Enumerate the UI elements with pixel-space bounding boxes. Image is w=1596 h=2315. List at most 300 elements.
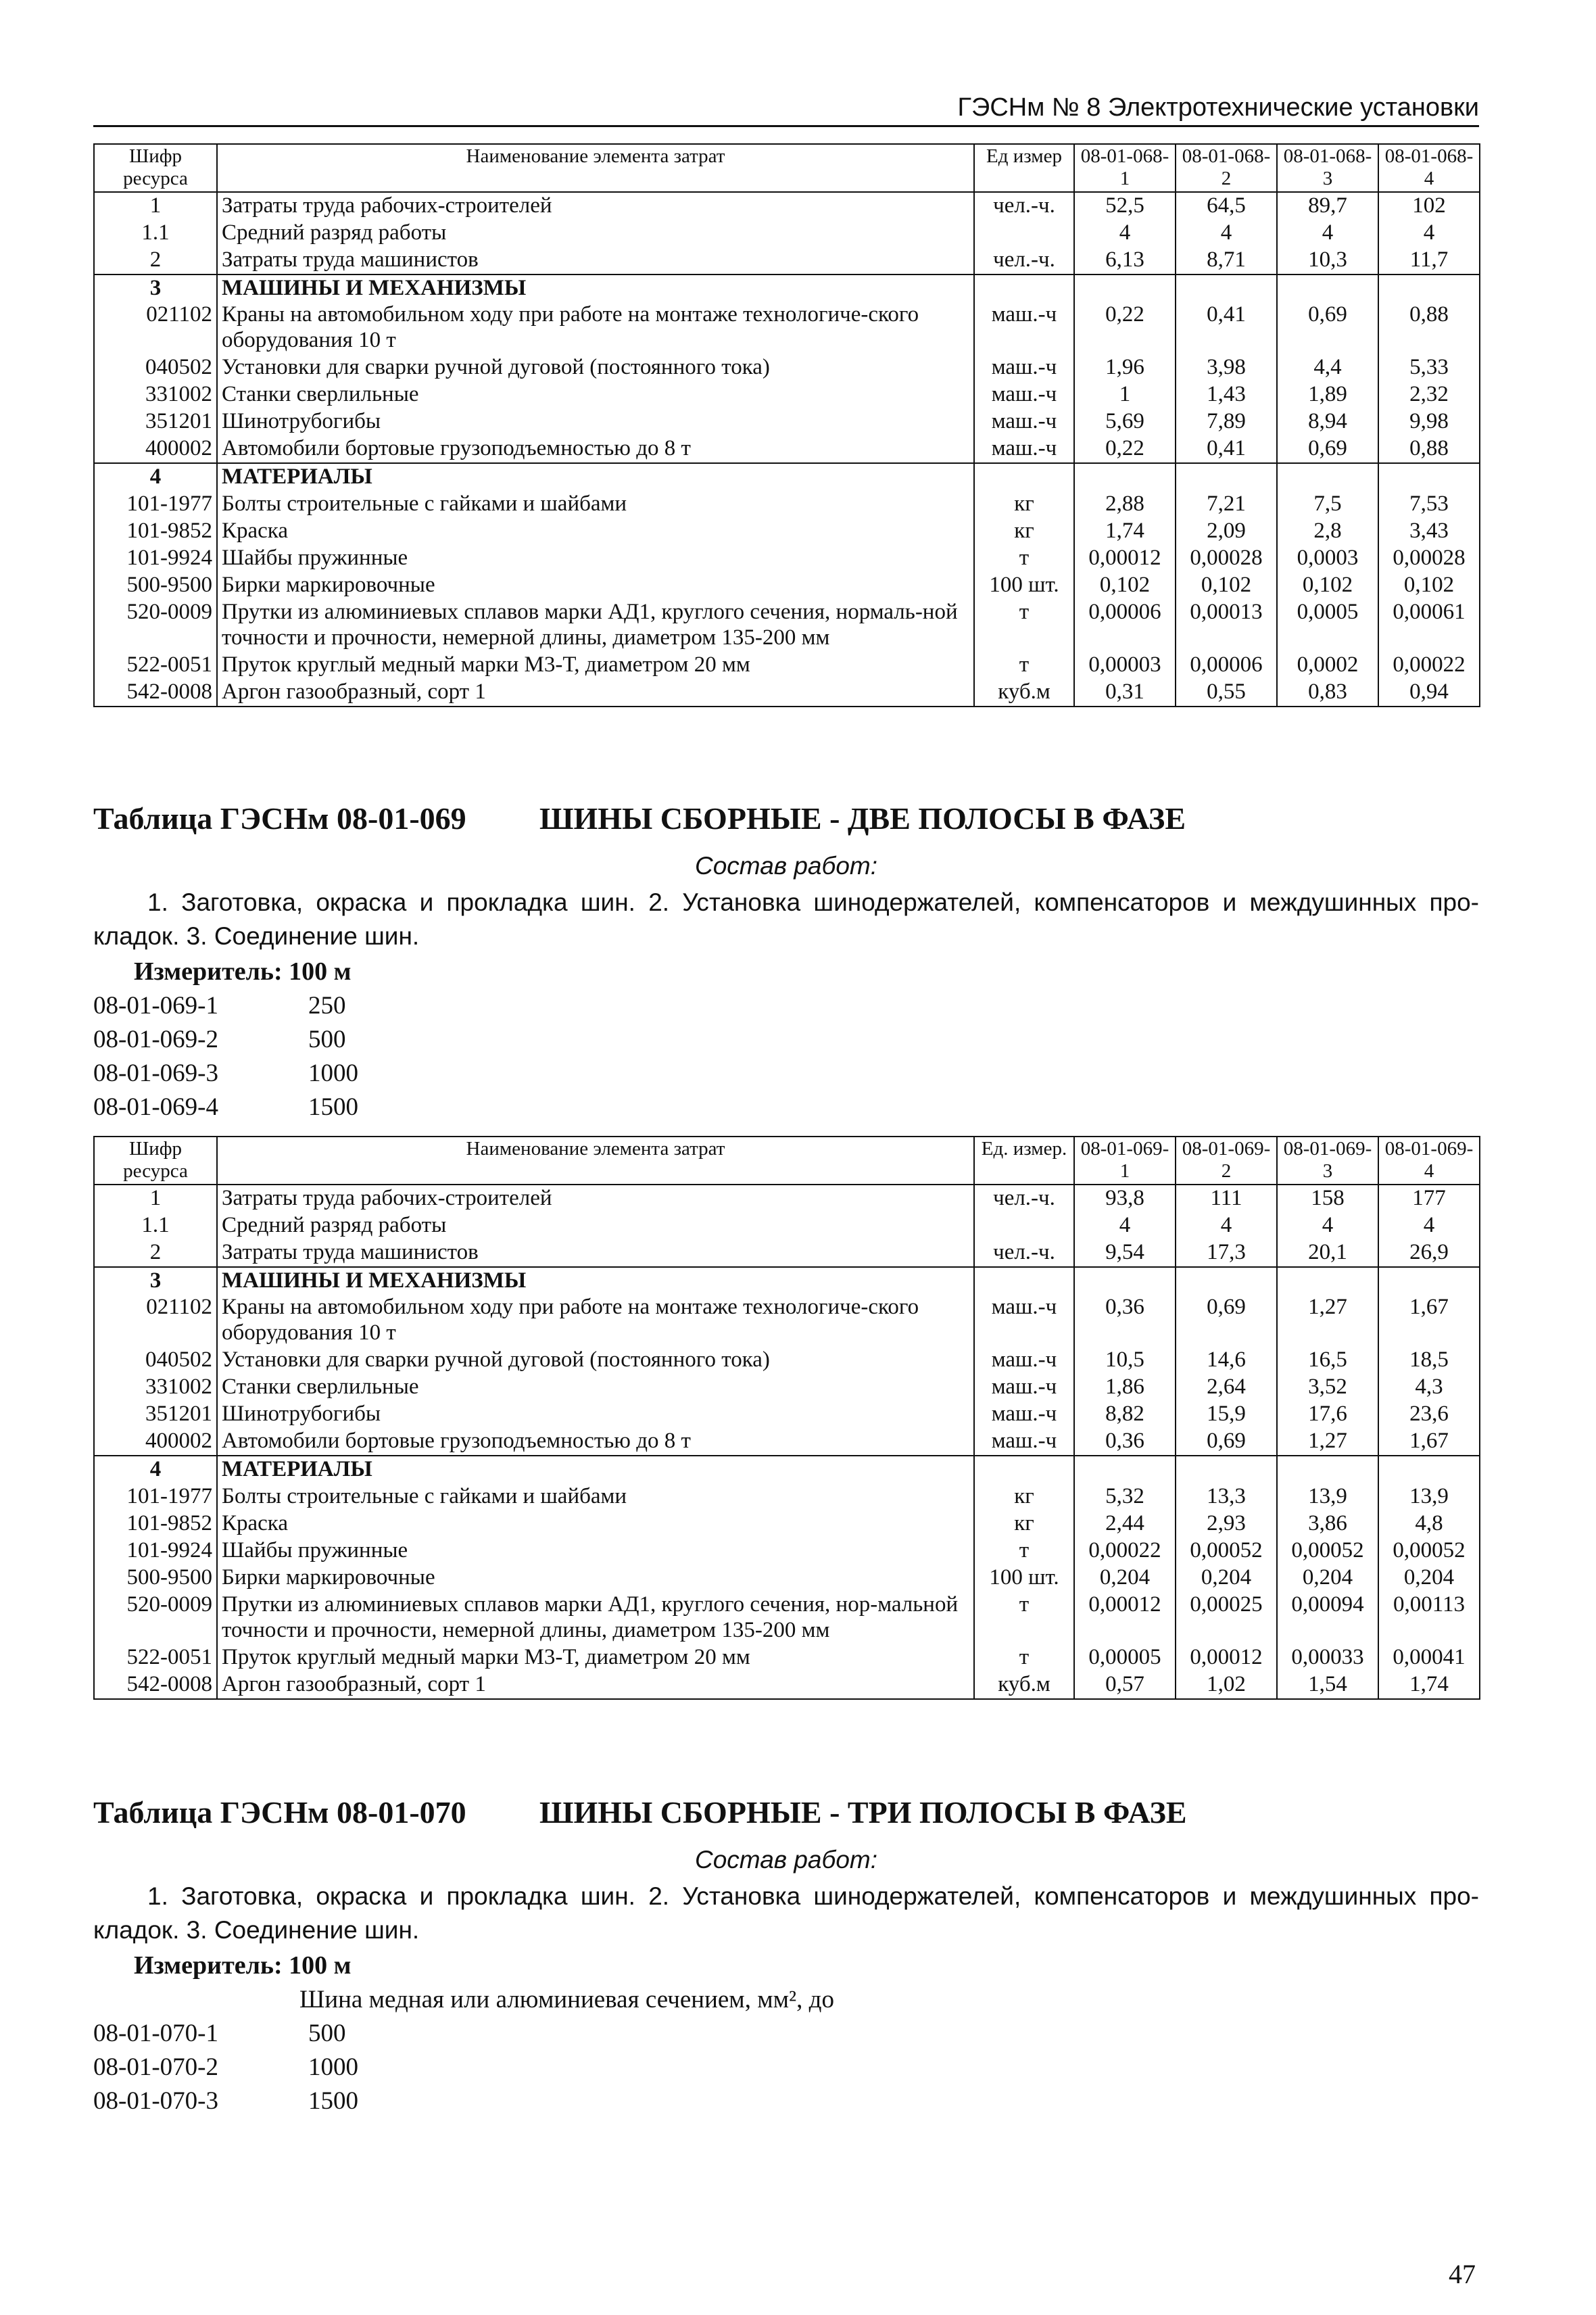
- resource-value: 2,44: [1074, 1510, 1176, 1537]
- resource-value: 7,89: [1176, 408, 1277, 435]
- resource-table-069: [93, 1136, 1480, 1700]
- resource-value: 0,69: [1176, 1428, 1277, 1456]
- resource-value: 8,82: [1074, 1401, 1176, 1428]
- resource-code: 331002: [94, 381, 217, 408]
- resource-value: 2,09: [1176, 518, 1277, 545]
- resource-unit: т: [974, 1537, 1074, 1565]
- table-row: [94, 1510, 1480, 1537]
- resource-value: 0,31: [1074, 679, 1176, 707]
- resource-unit: маш.-ч: [974, 435, 1074, 463]
- resource-code: 101-9852: [94, 1510, 217, 1537]
- resource-name: Бирки маркировочные: [217, 1565, 974, 1592]
- table-row: [94, 572, 1480, 599]
- resource-code: 1.1: [94, 1212, 217, 1239]
- resource-value: 14,6: [1176, 1347, 1277, 1374]
- resource-unit: кг: [974, 1510, 1074, 1537]
- resource-value: 4,3: [1378, 1374, 1480, 1401]
- resource-value: 177: [1378, 1185, 1480, 1212]
- resource-value: 1,67: [1378, 1428, 1480, 1456]
- resource-name: Болты строительные с гайками и шайбами: [217, 491, 974, 518]
- resource-value: 1,86: [1074, 1374, 1176, 1401]
- resource-name: Затраты труда машинистов: [217, 247, 974, 275]
- resource-name: Шинотрубогибы: [217, 1401, 974, 1428]
- resource-code: 1.1: [94, 220, 217, 247]
- resource-value: 0,69: [1176, 1294, 1277, 1347]
- page-number: 47: [1449, 2259, 1476, 2289]
- table-row: [94, 1239, 1480, 1267]
- resource-value: 0,204: [1277, 1565, 1378, 1592]
- resource-value: 0,0003: [1277, 545, 1378, 572]
- resource-value: 23,6: [1378, 1401, 1480, 1428]
- resource-value: 4: [1277, 220, 1378, 247]
- table-row: [94, 652, 1480, 679]
- resource-code: 040502: [94, 1347, 217, 1374]
- resource-unit: т: [974, 599, 1074, 652]
- resource-value: [1277, 1456, 1378, 1483]
- resource-value: 1,27: [1277, 1294, 1378, 1347]
- col-header-name: Наименование элемента затрат: [217, 1137, 974, 1185]
- resource-name: МАТЕРИАЛЫ: [217, 463, 974, 491]
- resource-name: Шинотрубогибы: [217, 408, 974, 435]
- works-text: 1. Заготовка, окраска и прокладка шин. 2. Установка шинодержателей, компенсаторов и междушинных про-кладок. 3. Соединение шин.: [93, 1882, 1479, 1944]
- resource-value: 9,98: [1378, 408, 1480, 435]
- measure-unit: Измеритель: 100 м: [134, 957, 352, 986]
- resource-unit: 100 шт.: [974, 1565, 1074, 1592]
- resource-unit: чел.-ч.: [974, 247, 1074, 275]
- resource-value: 5,69: [1074, 408, 1176, 435]
- resource-value: 4: [1277, 1212, 1378, 1239]
- resource-value: 1,74: [1074, 518, 1176, 545]
- col-header-068-3: 08-01-068-3: [1277, 144, 1378, 192]
- table-row: [94, 679, 1480, 707]
- resource-name: Автомобили бортовые грузоподъемностью до 8 т: [217, 435, 974, 463]
- resource-value: 7,5: [1277, 491, 1378, 518]
- resource-value: 0,00013: [1176, 599, 1277, 652]
- resource-code: 522-0051: [94, 652, 217, 679]
- col-header-068-2: 08-01-068-2: [1176, 144, 1277, 192]
- resource-value: 4: [1176, 220, 1277, 247]
- table-row: [94, 435, 1480, 463]
- col-header-code: Шифр ресурса: [94, 144, 217, 192]
- resource-value: 0,102: [1176, 572, 1277, 599]
- norm-code: 08-01-069-3: [93, 1059, 218, 1088]
- list-item: [93, 2051, 1479, 2084]
- table-row: [94, 275, 1480, 302]
- resource-unit: чел.-ч.: [974, 1185, 1074, 1212]
- resource-value: 13,9: [1277, 1483, 1378, 1510]
- resource-unit: чел.-ч.: [974, 192, 1074, 220]
- resource-value: 3,98: [1176, 354, 1277, 381]
- resource-value: 4: [1176, 1212, 1277, 1239]
- table-row: [94, 1185, 1480, 1212]
- resource-unit: маш.-ч: [974, 381, 1074, 408]
- table-row: [94, 1347, 1480, 1374]
- resource-name: Пруток круглый медный марки М3-Т, диаметром 20 мм: [217, 652, 974, 679]
- resource-unit: [974, 220, 1074, 247]
- norm-value: 500: [308, 2020, 346, 2048]
- resource-value: 1,67: [1378, 1294, 1480, 1347]
- resource-name: Установки для сварки ручной дуговой (постоянного тока): [217, 354, 974, 381]
- resource-code: 101-1977: [94, 491, 217, 518]
- resource-code: 1: [94, 192, 217, 220]
- resource-value: 4: [1378, 220, 1480, 247]
- resource-unit: чел.-ч.: [974, 1239, 1074, 1267]
- resource-value: 0,36: [1074, 1294, 1176, 1347]
- table-title: ШИНЫ СБОРНЫЕ - ДВЕ ПОЛОСЫ В ФАЗЕ: [539, 801, 1186, 836]
- norm-code: 08-01-070-2: [93, 2053, 218, 2082]
- resource-code: 040502: [94, 354, 217, 381]
- resource-value: 0,00012: [1074, 1592, 1176, 1644]
- resource-value: 0,00005: [1074, 1644, 1176, 1671]
- resource-value: 0,22: [1074, 435, 1176, 463]
- resource-name: Станки сверлильные: [217, 1374, 974, 1401]
- resource-unit: маш.-ч: [974, 302, 1074, 354]
- resource-name: Пруток круглый медный марки М3-Т, диаметром 20 мм: [217, 1644, 974, 1671]
- table-row: [94, 381, 1480, 408]
- resource-code: 522-0051: [94, 1644, 217, 1671]
- norm-code: 08-01-069-4: [93, 1093, 218, 1122]
- resource-code: 500-9500: [94, 572, 217, 599]
- resource-value: 7,21: [1176, 491, 1277, 518]
- resource-value: 17,3: [1176, 1239, 1277, 1267]
- resource-code: 542-0008: [94, 1671, 217, 1699]
- table-code: Таблица ГЭСНм 08-01-070: [93, 1795, 466, 1830]
- resource-code: 3: [94, 275, 217, 302]
- resource-unit: куб.м: [974, 679, 1074, 707]
- resource-code: 331002: [94, 1374, 217, 1401]
- resource-value: [1378, 463, 1480, 491]
- resource-value: 0,00113: [1378, 1592, 1480, 1644]
- resource-unit: т: [974, 1592, 1074, 1644]
- resource-code: 101-9924: [94, 545, 217, 572]
- resource-unit: [974, 463, 1074, 491]
- section-title: [93, 798, 1479, 840]
- works-text: 1. Заготовка, окраска и прокладка шин. 2. Установка шинодержателей, компенсаторов и междушинных про-кладок. 3. Соединение шин.: [93, 888, 1479, 950]
- resource-name: Шайбы пружинные: [217, 545, 974, 572]
- resource-value: 89,7: [1277, 192, 1378, 220]
- resource-code: 021102: [94, 1294, 217, 1347]
- resource-unit: маш.-ч: [974, 408, 1074, 435]
- resource-value: 0,41: [1176, 435, 1277, 463]
- resource-name: Аргон газообразный, сорт 1: [217, 679, 974, 707]
- resource-value: 1,43: [1176, 381, 1277, 408]
- resource-value: 111: [1176, 1185, 1277, 1212]
- resource-value: 0,00061: [1378, 599, 1480, 652]
- resource-name: Установки для сварки ручной дуговой (постоянного тока): [217, 1347, 974, 1374]
- table-row: [94, 1483, 1480, 1510]
- table-row: [94, 1267, 1480, 1295]
- resource-value: [1176, 1267, 1277, 1295]
- resource-value: [1277, 463, 1378, 491]
- section-08-01-070: [93, 1792, 1479, 2118]
- resource-name: Аргон газообразный, сорт 1: [217, 1671, 974, 1699]
- resource-value: 0,102: [1378, 572, 1480, 599]
- resource-unit: кг: [974, 1483, 1074, 1510]
- resource-unit: маш.-ч: [974, 1374, 1074, 1401]
- resource-value: [1378, 1267, 1480, 1295]
- norm-code: 08-01-069-1: [93, 992, 218, 1020]
- resource-value: [1176, 1456, 1277, 1483]
- resource-code: 3: [94, 1267, 217, 1295]
- resource-value: 8,94: [1277, 408, 1378, 435]
- resource-code: 542-0008: [94, 679, 217, 707]
- norm-code: 08-01-070-1: [93, 2020, 218, 2048]
- list-item: [93, 1023, 1479, 1057]
- resource-code: 021102: [94, 302, 217, 354]
- table-row: [94, 1456, 1480, 1483]
- resource-value: 0,00022: [1074, 1537, 1176, 1565]
- resource-value: [1176, 275, 1277, 302]
- resource-value: 3,52: [1277, 1374, 1378, 1401]
- norm-value: 1000: [308, 2053, 358, 2082]
- resource-value: 0,102: [1074, 572, 1176, 599]
- resource-name: Станки сверлильные: [217, 381, 974, 408]
- resource-value: 16,5: [1277, 1347, 1378, 1374]
- resource-code: 2: [94, 1239, 217, 1267]
- resource-name: Автомобили бортовые грузоподъемностью до 8 т: [217, 1428, 974, 1456]
- norm-value: 500: [308, 1026, 346, 1054]
- resource-value: 0,00094: [1277, 1592, 1378, 1644]
- norm-code: 08-01-069-2: [93, 1026, 218, 1054]
- norm-code: 08-01-070-3: [93, 2087, 218, 2116]
- resource-name: Затраты труда машинистов: [217, 1239, 974, 1267]
- resource-name: Краны на автомобильном ходу при работе на монтаже технологиче-ского оборудования 10 т: [217, 1294, 974, 1347]
- resource-value: [1378, 275, 1480, 302]
- resource-value: 17,6: [1277, 1401, 1378, 1428]
- resource-value: 0,00052: [1176, 1537, 1277, 1565]
- col-header-code: Шифр ресурса: [94, 1137, 217, 1185]
- table-row: [94, 1374, 1480, 1401]
- table-row: [94, 408, 1480, 435]
- resource-value: [1277, 275, 1378, 302]
- resource-value: 0,00041: [1378, 1644, 1480, 1671]
- resource-value: 2,88: [1074, 491, 1176, 518]
- col-header-069-2: 08-01-069-2: [1176, 1137, 1277, 1185]
- resource-name: Краска: [217, 518, 974, 545]
- resource-code: 520-0009: [94, 1592, 217, 1644]
- resource-value: 0,69: [1277, 435, 1378, 463]
- resource-value: 26,9: [1378, 1239, 1480, 1267]
- resource-value: 0,204: [1176, 1565, 1277, 1592]
- section-title: [93, 1792, 1479, 1834]
- norm-value: 1500: [308, 1093, 358, 1122]
- table-header-row: [94, 1137, 1480, 1185]
- section-note: Шина медная или алюминиевая сечением, мм², до: [299, 1986, 834, 2014]
- table-title: ШИНЫ СБОРНЫЕ - ТРИ ПОЛОСЫ В ФАЗЕ: [539, 1795, 1187, 1830]
- resource-value: [1074, 275, 1176, 302]
- resource-unit: [974, 1456, 1074, 1483]
- table-row: [94, 354, 1480, 381]
- resource-value: 0,0005: [1277, 599, 1378, 652]
- col-header-unit: Ед измер: [974, 144, 1074, 192]
- resource-value: 0,00022: [1378, 652, 1480, 679]
- col-header-069-3: 08-01-069-3: [1277, 1137, 1378, 1185]
- col-header-069-1: 08-01-069-1: [1074, 1137, 1176, 1185]
- resource-value: 1,27: [1277, 1428, 1378, 1456]
- resource-value: 0,88: [1378, 435, 1480, 463]
- resource-value: 0,00025: [1176, 1592, 1277, 1644]
- resource-value: 2,93: [1176, 1510, 1277, 1537]
- resource-code: 500-9500: [94, 1565, 217, 1592]
- table-row: [94, 302, 1480, 354]
- resource-value: 8,71: [1176, 247, 1277, 275]
- resource-value: 4: [1378, 1212, 1480, 1239]
- table-row: [94, 1294, 1480, 1347]
- list-item: [93, 1091, 1479, 1124]
- resource-unit: [974, 1267, 1074, 1295]
- table-row: [94, 545, 1480, 572]
- resource-value: 1,89: [1277, 381, 1378, 408]
- table-row: [94, 1565, 1480, 1592]
- resource-value: [1074, 1456, 1176, 1483]
- resource-value: 18,5: [1378, 1347, 1480, 1374]
- resource-value: 0,0002: [1277, 652, 1378, 679]
- col-header-068-4: 08-01-068-4: [1378, 144, 1480, 192]
- norm-list: [93, 989, 1479, 1124]
- resource-value: 52,5: [1074, 192, 1176, 220]
- resource-value: 0,00006: [1074, 599, 1176, 652]
- resource-value: 4: [1074, 1212, 1176, 1239]
- table-row: [94, 220, 1480, 247]
- resource-unit: маш.-ч: [974, 1294, 1074, 1347]
- resource-code: 400002: [94, 1428, 217, 1456]
- resource-unit: т: [974, 652, 1074, 679]
- table-row: [94, 518, 1480, 545]
- resource-name: МАШИНЫ И МЕХАНИЗМЫ: [217, 1267, 974, 1295]
- resource-code: 520-0009: [94, 599, 217, 652]
- resource-value: 0,69: [1277, 302, 1378, 354]
- resource-value: 93,8: [1074, 1185, 1176, 1212]
- resource-value: 0,83: [1277, 679, 1378, 707]
- resource-unit: маш.-ч: [974, 1347, 1074, 1374]
- resource-name: Средний разряд работы: [217, 1212, 974, 1239]
- resource-unit: [974, 1212, 1074, 1239]
- resource-value: 1,02: [1176, 1671, 1277, 1699]
- resource-unit: 100 шт.: [974, 572, 1074, 599]
- table-row: [94, 1537, 1480, 1565]
- resource-value: 4,8: [1378, 1510, 1480, 1537]
- resource-value: 5,33: [1378, 354, 1480, 381]
- resource-value: 1,74: [1378, 1671, 1480, 1699]
- resource-value: 13,9: [1378, 1483, 1480, 1510]
- resource-name: Прутки из алюминиевых сплавов марки АД1, круглого сечения, нор-мальной точности и прочности, немерной длины, диаметром 135-200 мм: [217, 1592, 974, 1644]
- table-row: [94, 1212, 1480, 1239]
- resource-unit: маш.-ч: [974, 354, 1074, 381]
- resource-value: 13,3: [1176, 1483, 1277, 1510]
- resource-value: 9,54: [1074, 1239, 1176, 1267]
- resource-value: 0,00003: [1074, 652, 1176, 679]
- resource-value: 1,54: [1277, 1671, 1378, 1699]
- resource-code: 351201: [94, 1401, 217, 1428]
- resource-value: 6,13: [1074, 247, 1176, 275]
- resource-value: 2,32: [1378, 381, 1480, 408]
- resource-unit: кг: [974, 491, 1074, 518]
- resource-name: Болты строительные с гайками и шайбами: [217, 1483, 974, 1510]
- table-row: [94, 599, 1480, 652]
- resource-value: [1074, 463, 1176, 491]
- resource-name: Затраты труда рабочих-строителей: [217, 192, 974, 220]
- resource-value: 11,7: [1378, 247, 1480, 275]
- resource-value: 10,3: [1277, 247, 1378, 275]
- resource-value: 0,00012: [1074, 545, 1176, 572]
- resource-table-068: [93, 143, 1480, 707]
- norm-list: [93, 2017, 1479, 2118]
- resource-value: 3,86: [1277, 1510, 1378, 1537]
- works-heading: Состав работ:: [694, 852, 878, 880]
- resource-code: 351201: [94, 408, 217, 435]
- list-item: [93, 1057, 1479, 1091]
- resource-value: 20,1: [1277, 1239, 1378, 1267]
- resource-value: 0,00028: [1176, 545, 1277, 572]
- resource-code: 2: [94, 247, 217, 275]
- resource-unit: маш.-ч: [974, 1401, 1074, 1428]
- works-heading: Состав работ:: [694, 1846, 878, 1874]
- resource-value: 0,22: [1074, 302, 1176, 354]
- resource-value: [1176, 463, 1277, 491]
- norm-value: 1000: [308, 1059, 358, 1088]
- table-header-row: [94, 144, 1480, 192]
- resource-value: 102: [1378, 192, 1480, 220]
- resource-unit: т: [974, 1644, 1074, 1671]
- resource-value: 5,32: [1074, 1483, 1176, 1510]
- table-row: [94, 491, 1480, 518]
- resource-value: 0,00028: [1378, 545, 1480, 572]
- table-row: [94, 1671, 1480, 1699]
- resource-value: 2,8: [1277, 518, 1378, 545]
- resource-value: 15,9: [1176, 1401, 1277, 1428]
- resource-value: 0,00052: [1277, 1537, 1378, 1565]
- norm-value: 1500: [308, 2087, 358, 2116]
- resource-value: 0,102: [1277, 572, 1378, 599]
- resource-value: 0,41: [1176, 302, 1277, 354]
- resource-name: Шайбы пружинные: [217, 1537, 974, 1565]
- resource-name: МАШИНЫ И МЕХАНИЗМЫ: [217, 275, 974, 302]
- resource-value: 0,36: [1074, 1428, 1176, 1456]
- resource-value: 0,00033: [1277, 1644, 1378, 1671]
- resource-code: 400002: [94, 435, 217, 463]
- resource-value: [1378, 1456, 1480, 1483]
- resource-value: 1: [1074, 381, 1176, 408]
- list-item: [93, 2084, 1479, 2118]
- resource-name: Бирки маркировочные: [217, 572, 974, 599]
- resource-value: 64,5: [1176, 192, 1277, 220]
- table-row: [94, 1592, 1480, 1644]
- resource-value: 0,94: [1378, 679, 1480, 707]
- resource-unit: маш.-ч: [974, 1428, 1074, 1456]
- table-row: [94, 1401, 1480, 1428]
- resource-code: 4: [94, 1456, 217, 1483]
- list-item: [93, 2017, 1479, 2051]
- resource-name: Средний разряд работы: [217, 220, 974, 247]
- resource-value: 0,88: [1378, 302, 1480, 354]
- resource-code: 101-1977: [94, 1483, 217, 1510]
- col-header-069-4: 08-01-069-4: [1378, 1137, 1480, 1185]
- resource-value: 10,5: [1074, 1347, 1176, 1374]
- table-row: [94, 1644, 1480, 1671]
- resource-value: 2,64: [1176, 1374, 1277, 1401]
- resource-value: 0,55: [1176, 679, 1277, 707]
- resource-name: Прутки из алюминиевых сплавов марки АД1, круглого сечения, нормаль-ной точности и прочности, немерной длины, диаметром 135-200 мм: [217, 599, 974, 652]
- resource-value: 158: [1277, 1185, 1378, 1212]
- measure-unit: Измеритель: 100 м: [134, 1951, 352, 1980]
- page-header: ГЭСНм № 8 Электротехнические установки: [93, 93, 1479, 127]
- resource-unit: [974, 275, 1074, 302]
- norm-value: 250: [308, 992, 346, 1020]
- resource-name: МАТЕРИАЛЫ: [217, 1456, 974, 1483]
- resource-value: 1,96: [1074, 354, 1176, 381]
- resource-value: 0,57: [1074, 1671, 1176, 1699]
- resource-code: 101-9924: [94, 1537, 217, 1565]
